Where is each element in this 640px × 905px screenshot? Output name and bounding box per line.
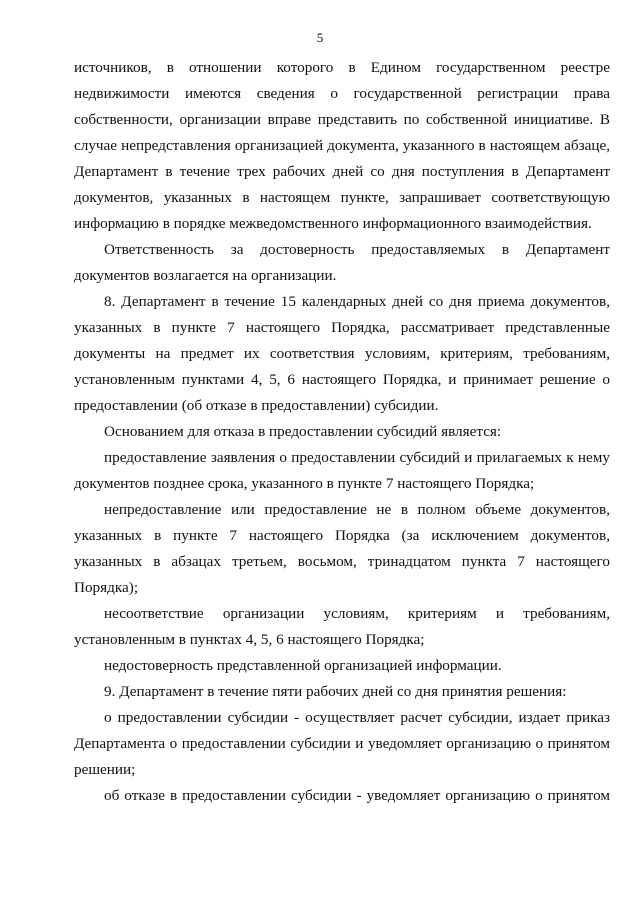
paragraph-item-9: 9. Департамент в течение пяти рабочих дней со дня принятия решения: <box>104 683 567 700</box>
paragraph-item-8: 8. Департамент в течение 15 календарных дней со дня приема документов, указанных в пункте 7 настоящего Порядка, рассматривает представленные документы на предмет их соответствия условиям, критериям, требованиям, установленным пунктами 4, 5, 6 настоящего Порядка, и принимает решение о предоставлении (об отказе в предоставлении) субсидии. <box>74 293 610 414</box>
page-number: 5 <box>316 30 324 45</box>
paragraph-refusal-decision: об отказе в предоставлении субсидии - уведомляет организацию о принятом <box>104 787 610 804</box>
paragraph-ground-non-compliance: несоответствие организации условиям, критериям и требованиям, установленным в пунктах 4, 5, 6 настоящего Порядка; <box>74 605 610 648</box>
document-body <box>74 55 610 809</box>
paragraph-continuation: источников, в отношении которого в Едином государственном реестре недвижимости имеются сведения о государственной регистрации права собственности, организации вправе представить по собственной инициативе. В случае непредставления организацией документа, указанного в настоящем абзаце, Департамент в течение трех рабочих дней со дня поступления в Департамент документов, указанных в настоящем пункте, запрашивает соответствующую информацию в порядке межведомственного информационного взаимодействия. <box>74 59 610 232</box>
paragraph-grant-decision: о предоставлении субсидии - осуществляет расчет субсидии, издает приказ Департамента о предоставлении субсидии и уведомляет организацию о принятом решении; <box>74 709 610 778</box>
paragraph-ground-unreliable-info: недостоверность представленной организацией информации. <box>104 657 502 674</box>
paragraph-ground-incomplete-documents: непредоставление или предоставление не в полном объеме документов, указанных в пункте 7 настоящего Порядка (за исключением документов, указанных в абзацах третьем, восьмом, тринадцатом пункта 7 настоящего Порядка); <box>74 501 610 596</box>
paragraph-responsibility: Ответственность за достоверность предоставляемых в Департамент документов возлагается на организации. <box>74 241 610 284</box>
paragraph-refusal-grounds: Основанием для отказа в предоставлении субсидий является: <box>104 423 502 440</box>
paragraph-ground-late-submission: предоставление заявления о предоставлении субсидий и прилагаемых к нему документов позднее срока, указанного в пункте 7 настоящего Порядка; <box>74 449 610 492</box>
